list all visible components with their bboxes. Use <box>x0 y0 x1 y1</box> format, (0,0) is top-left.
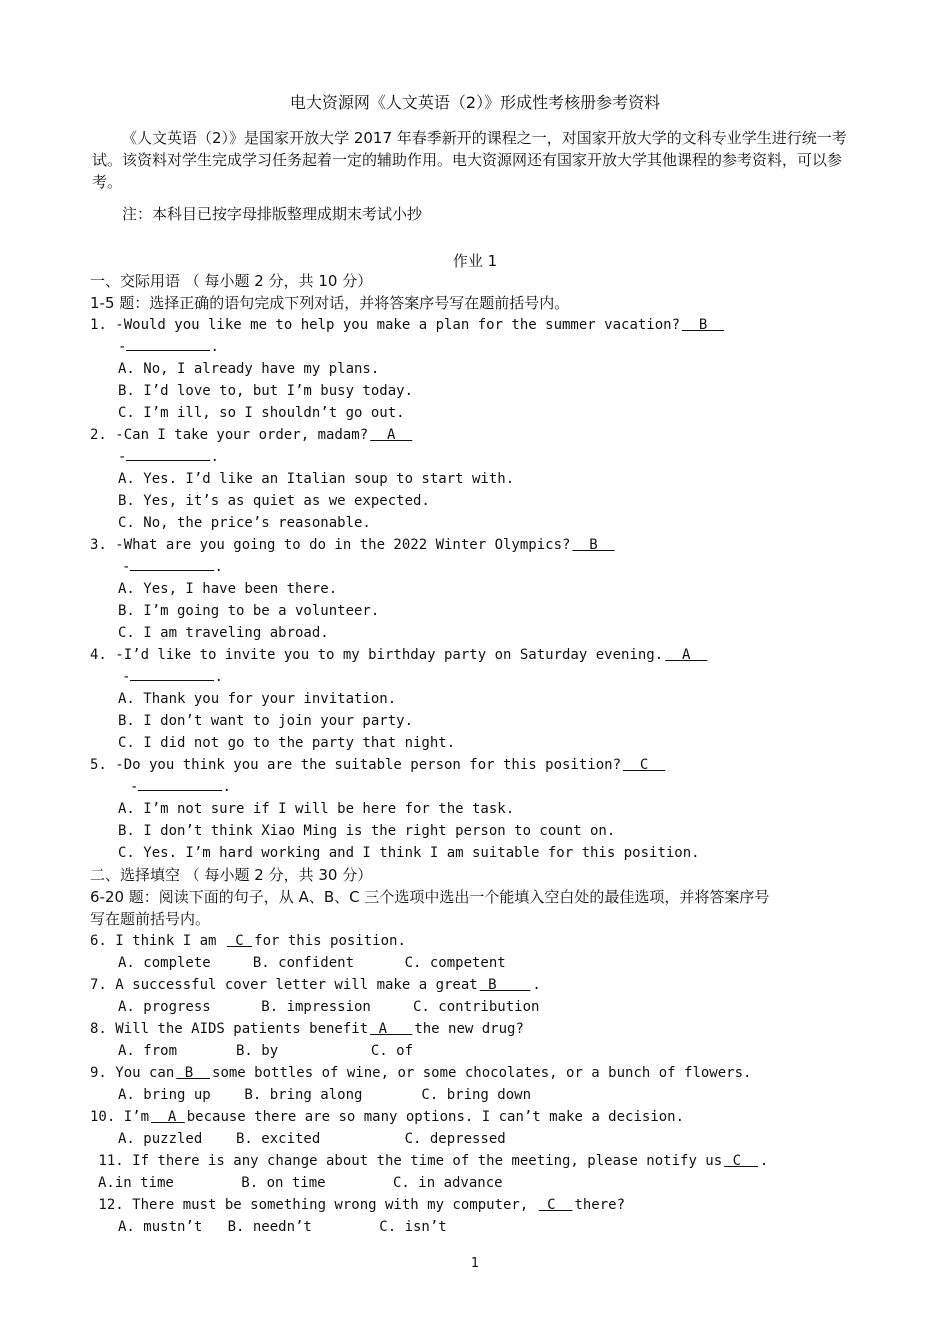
options-6: A. complete B. confident C. competent <box>118 955 506 971</box>
option-1a: A. No, I already have my plans. <box>118 361 380 377</box>
blank-line <box>126 446 210 461</box>
option-1b: B. I’d love to, but I’m busy today. <box>118 383 414 399</box>
question-5: 5. -Do you think you are the suitable person for this position? C <box>90 754 890 776</box>
question-1: 1. -Would you like me to help you make a plan for the summer vacation? B <box>90 314 890 336</box>
answer-1: B <box>682 317 725 333</box>
blank-line <box>138 776 222 791</box>
option-4a: A. Thank you for your invitation. <box>118 691 397 707</box>
option-5c: C. Yes. I’m hard working and I think I am suitable for this position. <box>118 845 700 861</box>
blank-line <box>130 556 214 571</box>
options-11: A.in time B. on time C. in advance <box>98 1175 503 1191</box>
question-9: 9. You can B some bottles of wine, or some chocolates, or a bunch of flowers. <box>90 1062 890 1084</box>
question-10: 10. I’m A because there are so many options. I can’t make a decision. <box>90 1106 890 1128</box>
answer-2: A <box>370 427 413 443</box>
question-8: 8. Will the AIDS patients benefit A the new drug? <box>90 1018 890 1040</box>
option-4b: B. I don’t want to join your party. <box>118 713 414 729</box>
answer-9: B <box>176 1065 211 1081</box>
question-7: 7. A successful cover letter will make a great B . <box>90 974 890 996</box>
option-2c: C. No, the price’s reasonable. <box>118 515 371 531</box>
question-3: 3. -What are you going to do in the 2022 Winter Olympics? B <box>90 534 890 556</box>
response-blank-1: - . <box>90 336 890 358</box>
response-blank-3: - . <box>90 556 890 578</box>
intro-paragraph <box>92 127 862 193</box>
option-5a: A. I’m not sure if I will be here for the task. <box>118 801 515 817</box>
options-10: A. puzzled B. excited C. depressed <box>118 1131 506 1147</box>
section2-instruction-line2: 写在题前括号内。 <box>90 910 211 928</box>
answer-12: C <box>538 1197 573 1213</box>
option-3a: A. Yes, I have been there. <box>118 581 338 597</box>
answer-4: A <box>665 647 708 663</box>
answer-10: A <box>151 1109 185 1125</box>
question-11: 11. If there is any change about the time of the meeting, please notify us C . <box>90 1150 890 1172</box>
section2-instruction-line1: 6-20 题：阅读下面的句子，从 A、B、C 三个选项中选出一个能填入空白处的最佳选项，并将答案序号 <box>90 888 770 906</box>
question-4: 4. -I’d like to invite you to my birthday party on Saturday evening. A <box>90 644 890 666</box>
homework-content <box>90 270 890 1238</box>
blank-line <box>126 336 210 351</box>
document-title: 电大资源网《人文英语（2）》形成性考核册参考资料 <box>289 93 661 112</box>
section1-instruction: 1-5 题：选择正确的语句完成下列对话，并将答案序号写在题前括号内。 <box>90 294 570 312</box>
options-9: A. bring up B. bring along C. bring down <box>118 1087 532 1103</box>
answer-7: B <box>479 977 531 993</box>
section1-heading: 一、交际用语 （ 每小题 2 分，共 10 分） <box>90 272 373 290</box>
answer-5: C <box>623 757 666 773</box>
options-12: A. mustn’t B. needn’t C. isn’t <box>118 1219 447 1235</box>
section2-heading: 二、选择填空 （ 每小题 2 分，共 30 分） <box>90 866 373 884</box>
options-7: A. progress B. impression C. contribution <box>118 999 540 1015</box>
question-2: 2. -Can I take your order, madam? A <box>90 424 890 446</box>
intro-text: 《人文英语（2）》是国家开放大学 2017 年春季新开的课程之一，对国家开放大学的文科专业学生进行统一考试。该资料对学生完成学习任务起着一定的辅助作用。电大资源网还有国家开放大学其他课程的参考资料，可以参考。 <box>92 129 847 191</box>
response-blank-2: - . <box>90 446 890 468</box>
answer-6: C <box>226 933 253 949</box>
option-1c: C. I’m ill, so I shouldn’t go out. <box>118 405 405 421</box>
options-8: A. from B. by C. of <box>118 1043 414 1059</box>
blank-line <box>130 666 214 681</box>
option-2b: B. Yes, it’s as quiet as we expected. <box>118 493 430 509</box>
note-text: 注：本科目已按字母排版整理成期末考试小抄 <box>122 205 423 223</box>
answer-11: C <box>724 1153 758 1169</box>
answer-8: A <box>370 1021 413 1037</box>
page-number: 1 <box>470 1256 480 1271</box>
option-3c: C. I am traveling abroad. <box>118 625 329 641</box>
homework-title: 作业 1 <box>452 252 498 270</box>
option-5b: B. I don’t think Xiao Ming is the right person to count on. <box>118 823 616 839</box>
question-12: 12. There must be something wrong with my computer, C there? <box>90 1194 890 1216</box>
response-blank-4: - . <box>90 666 890 688</box>
response-blank-5: - . <box>90 776 890 798</box>
question-6: 6. I think I am C for this position. <box>90 930 890 952</box>
option-2a: A. Yes. I’d like an Italian soup to start with. <box>118 471 515 487</box>
answer-3: B <box>572 537 615 553</box>
option-4c: C. I did not go to the party that night. <box>118 735 456 751</box>
option-3b: B. I’m going to be a volunteer. <box>118 603 380 619</box>
